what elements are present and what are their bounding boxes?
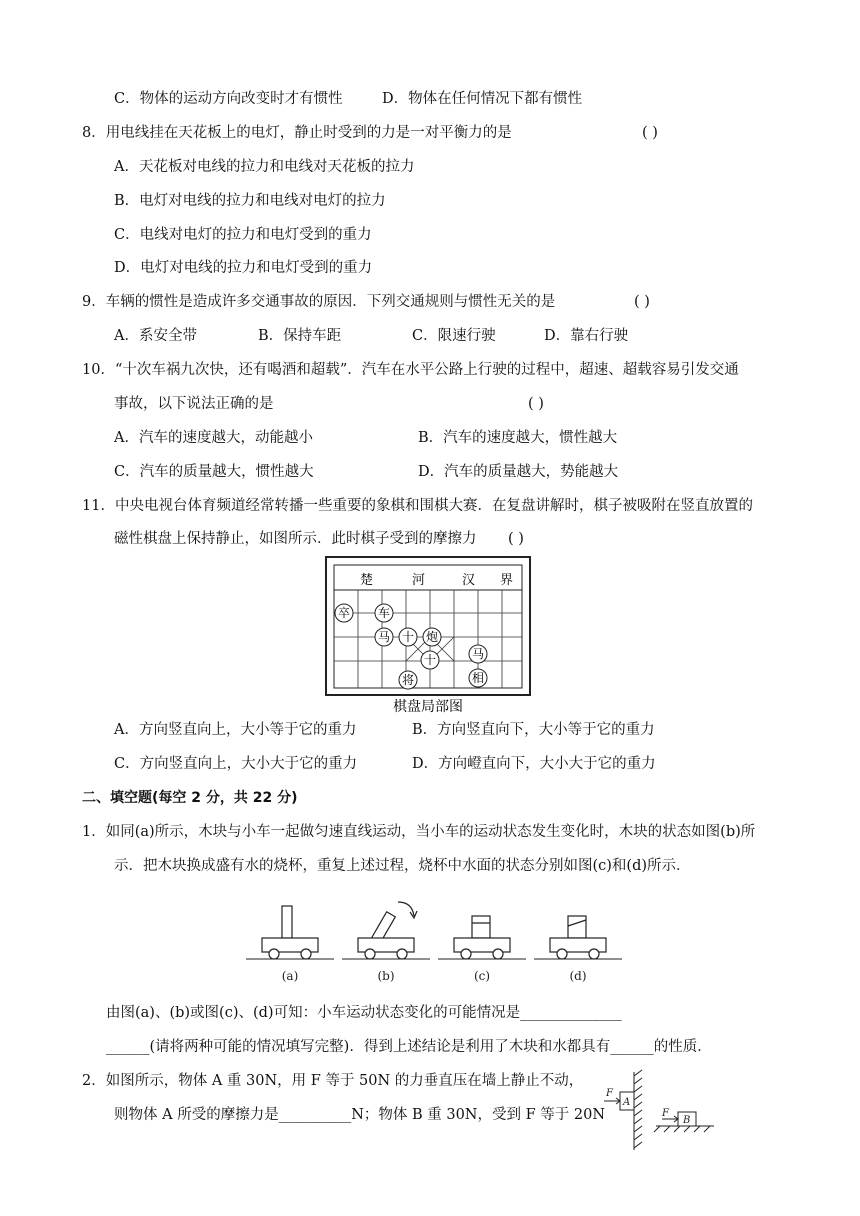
piece-pao: 炮 [425,630,439,644]
q11-option-d: D．方向嶝直向下，大小大于它的重力 [412,756,656,772]
q10-option-b: B．汽车的速度越大，惯性越大 [418,430,618,446]
piece-jiang: 将 [401,673,415,687]
q8-answer-paren: ( ) [642,125,658,141]
piece-ma-left: 马 [377,630,391,644]
q8-option-b: B．电灯对电线的拉力和电线对电灯的拉力 [114,193,386,209]
q11-option-a: A．方向竖直向上，大小等于它的重力 [114,722,357,738]
q7-option-c: C．物体的运动方向改变时才有惯性 [114,91,343,107]
piece-che: 车 [377,606,391,620]
block-a-label: A [623,1097,631,1108]
q10-option-c: C．汽车的质量越大，惯性越大 [114,464,314,480]
cart-a [262,906,318,959]
chessboard-figure [322,556,534,716]
cart-c [454,916,510,959]
f1-text-line1: 由图(a)、(b)或图(c)、(d)可知：小车运动状态变化的可能情况是______________ [106,1005,622,1021]
q8-option-a: A．天花板对电线的拉力和电线对天花板的拉力 [114,159,415,175]
q9-option-b: B．保持车距 [258,328,342,344]
board-header-he: 河 [412,573,426,588]
q9-stem: 9．车辆的惯性是造成许多交通事故的原因．下列交通规则与惯性无关的是 [82,294,556,310]
q10-answer-paren: ( ) [528,396,544,412]
q8-stem: 8．用电线挂在天花板上的电灯，静止时受到的力是一对平衡力的是 [82,125,512,141]
q11-answer-paren: ( ) [508,531,524,547]
q10-stem-line2: 事故，以下说法正确的是 [114,396,274,412]
section-fill-in-title: 二、填空题(每空 2 分，共 22 分) [82,790,298,806]
wall-block-figure [600,1068,720,1154]
piece-ma-right: 马 [471,647,485,661]
q9-answer-paren: ( ) [634,294,650,310]
f1-stem-line1: 1．如同(a)所示，木块与小车一起做匀速直线运动，当小车的运动状态发生变化时，木块的状态如图(b)所 [82,824,756,840]
q9-option-d: D．靠右行驶 [544,328,629,344]
cart-label-a: (a) [281,969,299,983]
q8-option-d: D．电灯对电线的拉力和电灯受到的重力 [114,260,373,276]
cart-label-d: (d) [569,969,587,983]
cart-d [550,916,606,959]
board-header-jie: 界 [500,573,514,588]
cart-figure [244,896,634,984]
q10-option-a: A．汽车的速度越大，动能越小 [114,430,313,446]
cart-label-c: (c) [473,969,491,983]
q10-option-d: D．汽车的质量越大，势能越大 [418,464,619,480]
q8-option-c: C．电线对电灯的拉力和电灯受到的重力 [114,227,372,243]
q11-option-c: C．方向竖直向上，大小大于它的重力 [114,756,358,772]
cart-label-b: (b) [377,969,395,983]
f2-stem-line2: 则物体 A 所受的摩擦力是__________N；物体 B 重 30N，受到 F 等于 20N [114,1107,606,1123]
wall-force-label: F [606,1088,613,1099]
q9-option-a: A．系安全带 [114,328,197,344]
q9-option-c: C．限速行驶 [412,328,496,344]
board-caption: 棋盘局部图 [393,699,463,715]
f1-stem-line2: 示．把木块换成盛有水的烧杯，重复上述过程，烧杯中水面的状态分别如图(c)和(d)所示． [114,858,691,874]
q11-stem-line1: 11．中央电视台体育频道经常转播一些重要的象棋和围棋大赛．在复盘讲解时，棋子被吸附在竖直放置的 [82,498,753,514]
floor-force-label: F [662,1108,669,1119]
board-header-chu: 楚 [360,573,374,588]
piece-xiang: 相 [471,671,485,685]
block-b-label: B [683,1115,691,1126]
piece-zu: 卒 [337,606,351,620]
board-header-han: 汉 [462,573,476,588]
piece-shi-center: 十 [423,653,437,667]
f2-stem-line1: 2．如图所示，物体 A 重 30N，用 F 等于 50N 的力垂直压在墙上静止不动， [82,1073,584,1089]
f1-text-line2: ______(请将两种可能的情况填写完整)．得到上述结论是利用了木块和水都具有______的性质． [106,1039,712,1055]
q10-stem-line1: 10．“十次车祸九次快，还有喝酒和超载”．汽车在水平公路上行驶的过程中，超速、超载容易引发交通 [82,362,739,378]
q7-option-d: D．物体在任何情况下都有惯性 [382,91,583,107]
q11-stem-line2: 磁性棋盘上保持静止，如图所示．此时棋子受到的摩擦力 [114,531,477,547]
cart-b [358,902,417,959]
piece-shi-upper: 十 [401,630,415,644]
q11-option-b: B．方向竖直向下，大小等于它的重力 [412,722,655,738]
